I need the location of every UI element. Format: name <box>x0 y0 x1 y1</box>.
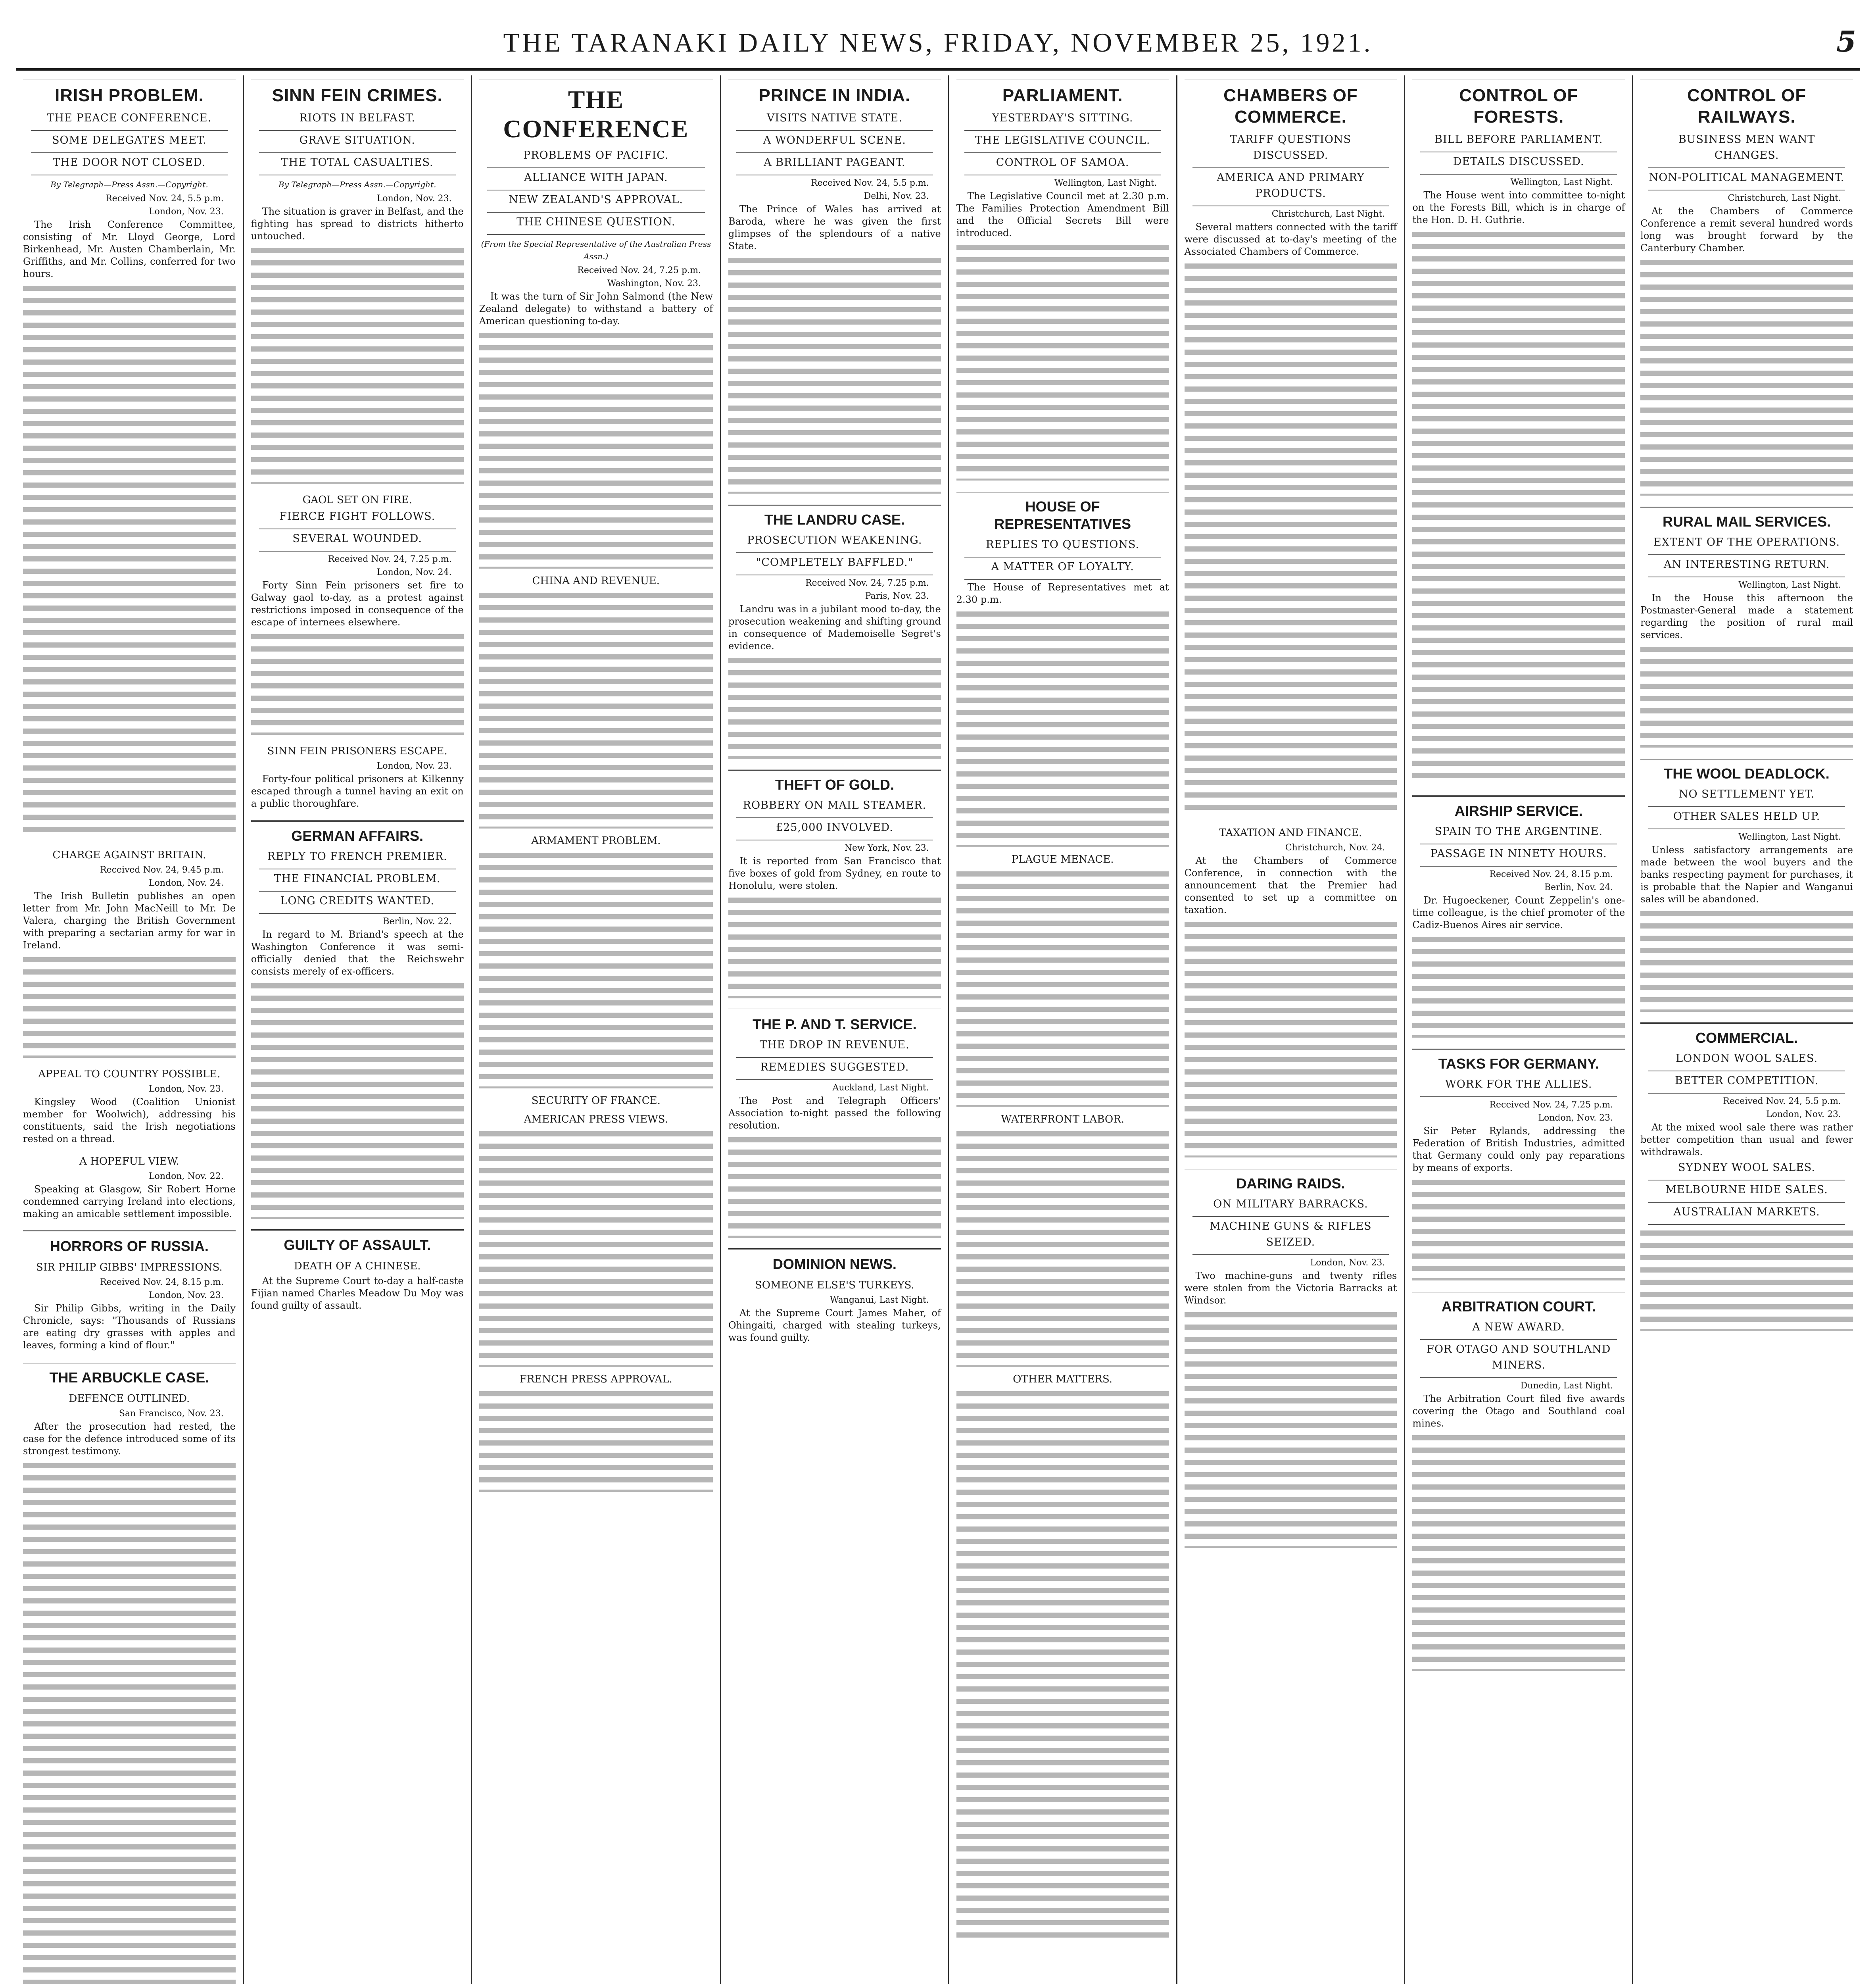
deck: THE PEACE CONFERENCE. <box>31 110 228 131</box>
deck: THE DOOR NOT CLOSED. <box>31 155 228 175</box>
credit-line: By Telegraph—Press Assn.—Copyright. <box>278 180 436 189</box>
headline: ARBITRATION COURT. <box>1412 1291 1625 1315</box>
story-dominion-news <box>728 1248 941 1344</box>
deck: NEW ZEALAND'S APPROVAL. <box>487 192 705 213</box>
story-arbitration-court <box>1412 1291 1625 1671</box>
story-prince-in-india <box>728 78 941 494</box>
body-text-lines <box>1412 1177 1625 1280</box>
subheading: CHINA AND REVENUE. <box>532 575 660 587</box>
deck: LONG CREDITS WANTED. <box>259 893 456 914</box>
body-text-lines <box>1412 229 1625 785</box>
story-gaol-set-on-fire <box>251 494 464 735</box>
dateline: Wellington, Last Night. <box>1738 832 1841 842</box>
deck: YESTERDAY'S SITTING. <box>964 110 1161 131</box>
story-airship-service <box>1412 795 1625 1038</box>
body-text-lines <box>1185 919 1397 1157</box>
body-text-lines <box>1640 909 1853 1012</box>
deck: PROSECUTION WEAKENING. <box>736 533 933 553</box>
deck: SYDNEY WOOL SALES. <box>1648 1160 1845 1180</box>
body-text-lines <box>1185 1310 1397 1548</box>
headline: CONTROL OF RAILWAYS. <box>1640 78 1853 128</box>
headline: GERMAN AFFAIRS. <box>251 820 464 845</box>
body-text: Forty Sinn Fein prisoners set fire to Galway gaol to-day, as a protest against restrictions imposed in consequence of the escape of internees elsewhere. <box>251 580 464 628</box>
body-text-lines <box>251 246 464 484</box>
body-text-lines <box>479 590 713 829</box>
subheading: APPEAL TO COUNTRY POSSIBLE. <box>38 1068 221 1080</box>
deck: SPAIN TO THE ARGENTINE. <box>1420 824 1617 844</box>
dateline: London, Nov. 24. <box>376 567 452 577</box>
deck: SEVERAL WOUNDED. <box>259 531 456 552</box>
headline: PARLIAMENT. <box>956 78 1169 106</box>
body-text: The Irish Conference Committee, consisting of Mr. Lloyd George, Lord Birkenhead, Mr. Austen Chamberlain, Mr. Griffiths, and Mr. Collins, conferred for two hours. <box>23 219 236 279</box>
dateline: Wellington, Last Night. <box>1738 580 1841 590</box>
headline: THE CONFERENCE <box>479 78 713 144</box>
dateline: Christchurch, Nov. 24. <box>1285 843 1385 853</box>
deck: AMERICA AND PRIMARY PRODUCTS. <box>1192 170 1389 206</box>
story-sinn-fein-crimes <box>251 78 464 484</box>
body-text: It is reported from San Francisco that five boxes of gold from Sydney, en route to Honolulu, were stolen. <box>728 856 941 891</box>
dateline: London, Nov. 23. <box>376 194 452 204</box>
dateline: London, Nov. 23. <box>1310 1258 1385 1268</box>
deck: THE FINANCIAL PROBLEM. <box>259 871 456 892</box>
headline: CONTROL OF FORESTS. <box>1412 78 1625 128</box>
dateline: Auckland, Last Night. <box>832 1083 929 1093</box>
dateline: Wellington, Last Night. <box>1054 178 1157 188</box>
deck: THE LEGISLATIVE COUNCIL. <box>964 133 1161 153</box>
deck: ALLIANCE WITH JAPAN. <box>487 170 705 190</box>
deck: AN INTERESTING RETURN. <box>1648 557 1845 577</box>
dateline: London, Nov. 23. <box>1766 1109 1841 1119</box>
headline: RURAL MAIL SERVICES. <box>1640 506 1853 531</box>
dateline: Paris, Nov. 23. <box>865 591 929 601</box>
headline: CHAMBERS OF COMMERCE. <box>1185 78 1397 128</box>
deck: PASSAGE IN NINETY HOURS. <box>1420 846 1617 867</box>
deck: ROBBERY ON MAIL STEAMER. <box>736 798 933 818</box>
headline: COMMERCIAL. <box>1640 1022 1853 1047</box>
body-text-lines <box>1412 934 1625 1038</box>
column-5 <box>949 75 1177 1984</box>
dateline: Christchurch, Last Night. <box>1728 193 1841 203</box>
body-text: Landru was in a jubilant mood to-day, the prosecution weakening and shifting ground in consequence of Mademoiselle Segret's evidence. <box>728 604 941 652</box>
deck: NON-POLITICAL MANAGEMENT. <box>1648 170 1845 190</box>
dateline: Wellington, Last Night. <box>1510 177 1613 187</box>
deck: DETAILS DISCUSSED. <box>1420 154 1617 175</box>
dateline: London, Nov. 23. <box>376 761 452 771</box>
deck: FIERCE FIGHT FOLLOWS. <box>259 509 456 529</box>
dateline: San Francisco, Nov. 23. <box>119 1409 224 1419</box>
subheading: TAXATION AND FINANCE. <box>1219 827 1362 839</box>
headline: THE WOOL DEADLOCK. <box>1640 758 1853 782</box>
body-text-lines <box>479 1129 713 1367</box>
story-the-conference <box>479 78 713 1492</box>
subheading: DEFENCE OUTLINED. <box>69 1393 190 1405</box>
deck: FOR OTAGO AND SOUTHLAND MINERS. <box>1420 1342 1617 1378</box>
body-text: Two machine-guns and twenty rifles were stolen from the Victoria Barracks at Windsor. <box>1184 1270 1397 1306</box>
headline: HOUSE OF REPRESENTATIVES <box>956 491 1169 533</box>
subheading: ARMAMENT PROBLEM. <box>531 835 661 847</box>
story-theft-of-gold <box>728 769 941 998</box>
deck: A NEW AWARD. <box>1420 1319 1617 1340</box>
column-2 <box>244 75 472 1984</box>
deck: A BRILLIANT PAGEANT. <box>736 155 933 175</box>
deck: VISITS NATIVE STATE. <box>736 110 933 131</box>
body-text-lines <box>728 256 941 494</box>
body-text: Kingsley Wood (Coalition Unionist member for Woolwich), addressing his constituents, said the Irish negotiations rested on a thread. <box>23 1096 236 1144</box>
deck: RIOTS IN BELFAST. <box>259 110 456 131</box>
story-charge-against-britain <box>23 849 236 1058</box>
headline: PRINCE IN INDIA. <box>728 78 941 106</box>
deck: REPLY TO FRENCH PREMIER. <box>259 849 456 869</box>
story-rural-mail-services <box>1640 506 1853 748</box>
deck: THE DROP IN REVENUE. <box>736 1037 933 1058</box>
body-text: Several matters connected with the tariff were discussed at to-day's meeting of the Associated Chambers of Commerce. <box>1184 221 1397 257</box>
body-text-lines <box>956 242 1169 481</box>
body-text-lines <box>479 1389 713 1492</box>
dateline: Washington, Nov. 23. <box>607 279 701 288</box>
subheading: PLAGUE MENACE. <box>1011 854 1114 865</box>
deck: A MATTER OF LOYALTY. <box>964 559 1161 580</box>
headline: DOMINION NEWS. <box>728 1248 941 1273</box>
story-taxation-and-finance <box>1185 827 1397 1157</box>
dateline: Berlin, Nov. 24. <box>1544 882 1613 892</box>
body-text: The Irish Bulletin publishes an open letter from Mr. John MacNeill to Mr. De Valera, charging the British Government with preparing a sectarian army for war in Ireland. <box>23 890 236 951</box>
story-parliament <box>956 78 1169 481</box>
column-8 <box>1633 75 1860 1984</box>
deck: THE CHINESE QUESTION. <box>487 214 705 235</box>
body-text: The House of Representatives met at 2.30 p.m. <box>956 582 1169 605</box>
body-text: In the House this afternoon the Postmaster-General made a statement regarding the position of rural mail services. <box>1640 592 1853 640</box>
story-tasks-for-germany <box>1412 1048 1625 1280</box>
deck: SOME DELEGATES MEET. <box>31 133 228 153</box>
received-line: Received Nov. 24, 5.5 p.m. <box>1723 1096 1841 1106</box>
credit-line: (From the Special Representative of the Australian Press Assn.) <box>481 239 711 261</box>
column-7 <box>1405 75 1633 1984</box>
subheading: SINN FEIN PRISONERS ESCAPE. <box>267 745 447 757</box>
subheading: SOMEONE ELSE'S TURKEYS. <box>755 1279 914 1291</box>
headline: THEFT OF GOLD. <box>728 769 941 794</box>
body-text: Sir Peter Rylands, addressing the Federation of British Industries, admitted that Germany could only pay reparations by means of exports. <box>1412 1125 1625 1173</box>
body-text: The situation is graver in Belfast, and the fighting has spread to districts hitherto untouched. <box>251 206 464 242</box>
subheading: WATERFRONT LABOR. <box>1001 1113 1125 1125</box>
body-text-lines <box>1185 261 1397 817</box>
body-text-lines <box>1640 1228 1853 1331</box>
dateline: London, Nov. 23. <box>149 1290 224 1300</box>
body-text-lines <box>251 632 464 735</box>
story-chambers-of-commerce <box>1185 78 1397 817</box>
body-text-lines <box>728 656 941 759</box>
body-text: At the Supreme Court to-day a half-caste Fijian named Charles Meadow Du Moy was found guilty of assault. <box>251 1275 464 1311</box>
body-text-lines <box>23 1461 236 1984</box>
body-text: The House went into committee to-night on the Forests Bill, which is in charge of the Hon. D. H. Guthrie. <box>1412 190 1625 225</box>
headline: THE P. AND T. SERVICE. <box>728 1009 941 1033</box>
story-irish-problem <box>23 78 236 839</box>
story-daring-raids <box>1185 1168 1397 1548</box>
dateline: New York, Nov. 23. <box>844 843 929 853</box>
dateline: Wanganui, Last Night. <box>830 1295 929 1305</box>
masthead-title: THE TARANAKI DAILY NEWS, FRIDAY, NOVEMBER 25, 1921. <box>503 27 1373 58</box>
body-text-lines <box>956 1389 1169 1944</box>
story-german-affairs <box>251 820 464 1219</box>
story-wool-deadlock <box>1640 758 1853 1012</box>
story-house-of-representatives <box>956 491 1169 1944</box>
subheading: SECURITY OF FRANCE. <box>531 1095 661 1107</box>
body-text: Unless satisfactory arrangements are made between the wool buyers and the banks respecting payment for purchases, it is probable that the Napier and Wanganui sales will be abandoned. <box>1640 844 1853 905</box>
deck: TARIFF QUESTIONS DISCUSSED. <box>1192 132 1389 168</box>
body-text-lines <box>956 1129 1169 1367</box>
headline: AIRSHIP SERVICE. <box>1412 795 1625 820</box>
deck: ON MILITARY BARRACKS. <box>1192 1196 1389 1217</box>
deck: THE TOTAL CASUALTIES. <box>259 155 456 175</box>
deck: NO SETTLEMENT YET. <box>1648 786 1845 807</box>
deck: AUSTRALIAN MARKETS. <box>1648 1204 1845 1225</box>
story-commercial <box>1640 1022 1853 1331</box>
dateline: London, Nov. 23. <box>1538 1113 1613 1123</box>
body-text-lines <box>479 850 713 1088</box>
body-text-lines <box>1640 644 1853 748</box>
received-line: Received Nov. 24, 7.25 p.m. <box>328 554 452 564</box>
column-1 <box>16 75 244 1984</box>
subheading: AMERICAN PRESS VIEWS. <box>524 1113 668 1125</box>
received-line: Received Nov. 24, 8.15 p.m. <box>1489 869 1613 879</box>
deck: EXTENT OF THE OPERATIONS. <box>1648 534 1845 555</box>
deck: GRAVE SITUATION. <box>259 133 456 153</box>
deck: MELBOURNE HIDE SALES. <box>1648 1182 1845 1203</box>
received-line: Received Nov. 24, 7.25 p.m. <box>577 265 701 275</box>
deck: £25,000 INVOLVED. <box>736 820 933 840</box>
deck: REMEDIES SUGGESTED. <box>736 1059 933 1080</box>
dateline: Dunedin, Last Night. <box>1520 1381 1613 1391</box>
subheading: A HOPEFUL VIEW. <box>79 1155 179 1167</box>
body-text-lines <box>956 869 1169 1107</box>
headline: DARING RAIDS. <box>1185 1168 1397 1192</box>
credit-line: By Telegraph—Press Assn.—Copyright. <box>50 180 208 189</box>
received-line: Received Nov. 24, 5.5 p.m. <box>811 178 929 188</box>
subheading: SIR PHILIP GIBBS' IMPRESSIONS. <box>36 1261 223 1273</box>
page-number: 5 <box>1836 25 1856 58</box>
body-text-lines <box>23 955 236 1058</box>
story-control-of-forests <box>1412 78 1625 785</box>
story-hopeful-view <box>23 1155 236 1220</box>
received-line: Received Nov. 24, 7.25 p.m. <box>1489 1100 1613 1110</box>
headline: TASKS FOR GERMANY. <box>1412 1048 1625 1073</box>
subheading: OTHER MATTERS. <box>1013 1373 1113 1385</box>
subheading: FRENCH PRESS APPROVAL. <box>519 1373 672 1385</box>
body-text-lines <box>1640 258 1853 496</box>
headline: IRISH PROBLEM. <box>23 78 236 106</box>
body-text-lines <box>728 1135 941 1238</box>
received-line: Received Nov. 24, 5.5 p.m. <box>106 194 224 204</box>
masthead <box>16 21 1860 71</box>
body-text: Dr. Hugoeckener, Count Zeppelin's one-time colleague, is the chief promoter of the Cadiz-Buenos Aires air service. <box>1412 895 1625 930</box>
headline: HORRORS OF RUSSIA. <box>23 1230 236 1255</box>
body-text: Forty-four political prisoners at Kilkenny escaped through a tunnel having an exit on a public thoroughfare. <box>251 773 464 809</box>
body-text: The Arbitration Court filed five awards covering the Otago and Southland coal mines. <box>1412 1393 1625 1429</box>
body-text: Speaking at Glasgow, Sir Robert Horne condemned carrying Ireland into elections, making an amicable settlement impossible. <box>23 1184 236 1219</box>
dateline: London, Nov. 23. <box>149 207 224 217</box>
deck: REPLIES TO QUESTIONS. <box>964 537 1161 558</box>
headline: SINN FEIN CRIMES. <box>251 78 464 106</box>
body-text-lines <box>23 283 236 839</box>
deck: PROBLEMS OF PACIFIC. <box>487 148 705 168</box>
story-landru-case <box>728 504 941 759</box>
body-text: The Post and Telegraph Officers' Association to-night passed the following resolution. <box>728 1095 941 1131</box>
received-line: Received Nov. 24, 7.25 p.m. <box>805 578 929 588</box>
dateline: Berlin, Nov. 22. <box>383 917 452 927</box>
deck: WORK FOR THE ALLIES. <box>1420 1077 1617 1097</box>
body-text: After the prosecution had rested, the case for the defence introduced some of its strongest testimony. <box>23 1421 236 1457</box>
body-text: The Legislative Council met at 2.30 p.m. The Families Protection Amendment Bill and the Official Secrets Bill were introduced. <box>956 190 1169 238</box>
dateline: Christchurch, Last Night. <box>1271 209 1385 219</box>
columns <box>16 75 1860 1984</box>
body-text-lines <box>251 981 464 1219</box>
deck: LONDON WOOL SALES. <box>1648 1051 1845 1071</box>
body-text-lines <box>479 331 713 569</box>
body-text-lines <box>1412 1433 1625 1671</box>
deck: OTHER SALES HELD UP. <box>1648 809 1845 829</box>
story-p-and-t-service <box>728 1009 941 1238</box>
subheading: GAOL SET ON FIRE. <box>302 494 412 506</box>
story-prisoners-escape <box>251 745 464 810</box>
body-text-lines <box>728 895 941 998</box>
story-horrors-of-russia <box>23 1230 236 1352</box>
deck: BETTER COMPETITION. <box>1648 1073 1845 1094</box>
body-text: Sir Philip Gibbs, writing in the Daily Chronicle, says: "Thousands of Russians are eating dry grasses with apples and leaves, forming a kind of flour." <box>23 1303 236 1351</box>
received-line: Received Nov. 24, 8.15 p.m. <box>100 1277 224 1287</box>
deck: "COMPLETELY BAFFLED." <box>736 555 933 575</box>
deck: A WONDERFUL SCENE. <box>736 133 933 153</box>
story-appeal-to-country <box>23 1068 236 1145</box>
dateline: Delhi, Nov. 23. <box>864 191 929 201</box>
received-line: Received Nov. 24, 9.45 p.m. <box>100 865 224 875</box>
deck: BUSINESS MEN WANT CHANGES. <box>1648 132 1845 168</box>
body-text: At the mixed wool sale there was rather better competition than usual and fewer withdrawals. <box>1640 1122 1853 1157</box>
headline: THE LANDRU CASE. <box>728 504 941 529</box>
body-text: At the Supreme Court James Maher, of Ohingaiti, charged with stealing turkeys, was found guilty. <box>728 1307 941 1343</box>
body-text: In regard to M. Briand's speech at the Washington Conference it was semi-officially denied that the Reichswehr consists merely of ex-officers. <box>251 929 464 977</box>
story-control-of-railways <box>1640 78 1853 496</box>
body-text: It was the turn of Sir John Salmond (the New Zealand delegate) to withstand a battery of American questioning to-day. <box>479 291 713 327</box>
headline: GUILTY OF ASSAULT. <box>251 1229 464 1254</box>
column-4 <box>721 75 949 1984</box>
deck: CONTROL OF SAMOA. <box>964 155 1161 175</box>
dateline: London, Nov. 23. <box>149 1084 224 1094</box>
subheading: CHARGE AGAINST BRITAIN. <box>52 849 206 861</box>
body-text: At the Chambers of Commerce Conference a remit several hundred words long was brought forward by the Canterbury Chamber. <box>1640 206 1853 254</box>
column-6 <box>1177 75 1406 1984</box>
deck: MACHINE GUNS & RIFLES SEIZED. <box>1192 1219 1389 1255</box>
story-arbuckle-case <box>23 1362 236 1984</box>
story-guilty-of-assault <box>251 1229 464 1312</box>
body-text: The Prince of Wales has arrived at Baroda, where he was given the first glimpses of the splendours of a native State. <box>728 204 941 252</box>
headline: THE ARBUCKLE CASE. <box>23 1362 236 1386</box>
dateline: London, Nov. 22. <box>149 1171 224 1181</box>
dateline: London, Nov. 24. <box>149 878 224 888</box>
body-text: At the Chambers of Commerce Conference, in connection with the announcement that the Premier had consented to set up a committee on taxation. <box>1184 855 1397 915</box>
body-text-lines <box>956 609 1169 847</box>
subheading: DEATH OF A CHINESE. <box>294 1260 421 1272</box>
column-3 <box>472 75 721 1984</box>
deck: BILL BEFORE PARLIAMENT. <box>1420 132 1617 152</box>
